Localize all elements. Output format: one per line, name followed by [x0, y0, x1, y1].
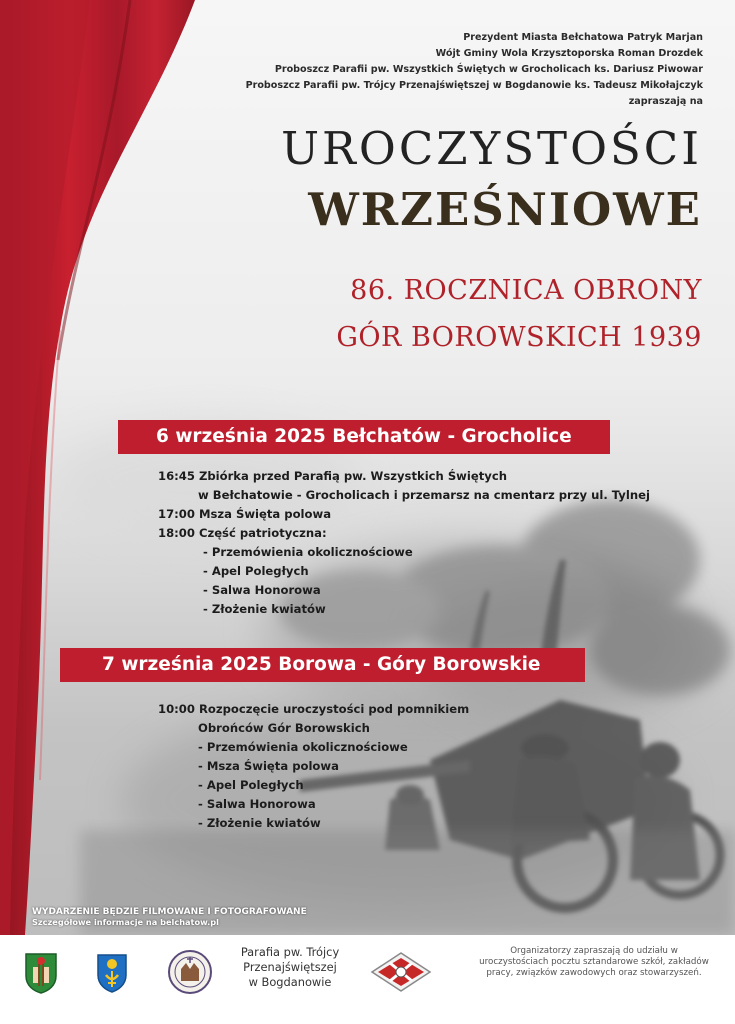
intro-line: zapraszają na: [628, 96, 703, 107]
schedule-line: - Złożenie kwiatów: [203, 602, 326, 616]
day1-schedule: [158, 467, 650, 619]
schedule-line: - Przemówienia okolicznościowe: [203, 545, 413, 559]
schedule-line: - Salwa Honorowa: [198, 797, 316, 811]
filming-notice: [32, 907, 307, 927]
schedule-line: 16:45 Zbiórka przed Parafią pw. Wszystkich Świętych: [158, 469, 507, 483]
invitation-block: [246, 30, 703, 110]
schedule-line: - Apel Poległych: [198, 778, 304, 792]
schedule-line: - Msza Święta polowa: [198, 759, 339, 773]
schedule-line: 18:00 Część patriotyczna:: [158, 526, 327, 540]
schedule-line: Obrońców Gór Borowskich: [198, 721, 370, 735]
intro-line: Proboszcz Parafii pw. Trójcy Przenajświętszej w Bogdanowie ks. Tadeusz Mikołajczyk: [245, 80, 703, 91]
schedule-line: - Apel Poległych: [203, 564, 309, 578]
association-emblem-icon: [368, 949, 434, 995]
info-link: Szczegółowe informacje na belchatow.pl: [32, 917, 219, 927]
parish-name-line: Parafia pw. Trójcy: [240, 945, 340, 959]
parish-name-line: w Bogdanowie: [248, 975, 332, 989]
filming-notice-title: WYDARZENIE BĘDZIE FILMOWANE I FOTOGRAFOWANE: [32, 907, 307, 917]
footer: [0, 935, 735, 1024]
schedule-line: 17:00 Msza Święta polowa: [158, 507, 332, 521]
parish-name-line: Przenajświętszej: [243, 960, 337, 974]
subtitle-line1: 86. ROCZNICA OBRONY: [350, 275, 702, 306]
parish-seal-icon: [167, 949, 213, 995]
day1-header: 6 września 2025 Bełchatów - Grocholice: [118, 420, 610, 454]
organizers-notice: Organizatorzy zapraszają do udziału w uroczystościach pocztu sztandarowe szkół, zakładów pracy, związków zawodowych oraz stowarzyszeń.: [479, 946, 709, 978]
main-title-line2: WRZEŚNIOWE: [308, 183, 702, 236]
wola-krzysztoporska-coat-of-arms-icon: [96, 953, 128, 993]
day2-header: 7 września 2025 Borowa - Góry Borowskie: [60, 648, 585, 682]
intro-line: Prezydent Miasta Bełchatowa Patryk Marjan: [463, 32, 703, 43]
schedule-line: - Złożenie kwiatów: [198, 816, 321, 830]
schedule-line: 10:00 Rozpoczęcie uroczystości pod pomnikiem: [158, 702, 470, 716]
schedule-line: - Przemówienia okolicznościowe: [198, 740, 408, 754]
day2-schedule: [158, 700, 469, 833]
intro-line: Wójt Gminy Wola Krzysztoporska Roman Drozdek: [435, 48, 703, 59]
intro-line: Proboszcz Parafii pw. Wszystkich Świętych w Grocholicach ks. Dariusz Piwowar: [274, 64, 703, 75]
belchatow-coat-of-arms-icon: [24, 952, 58, 994]
subtitle-line2: GÓR BOROWSKICH 1939: [336, 322, 702, 353]
parish-name: [240, 945, 340, 990]
schedule-line: w Bełchatowie - Grocholicach i przemarsz na cmentarz przy ul. Tylnej: [198, 488, 650, 502]
schedule-line: - Salwa Honorowa: [203, 583, 321, 597]
main-title-line1: UROCZYSTOŚCI: [281, 122, 702, 175]
